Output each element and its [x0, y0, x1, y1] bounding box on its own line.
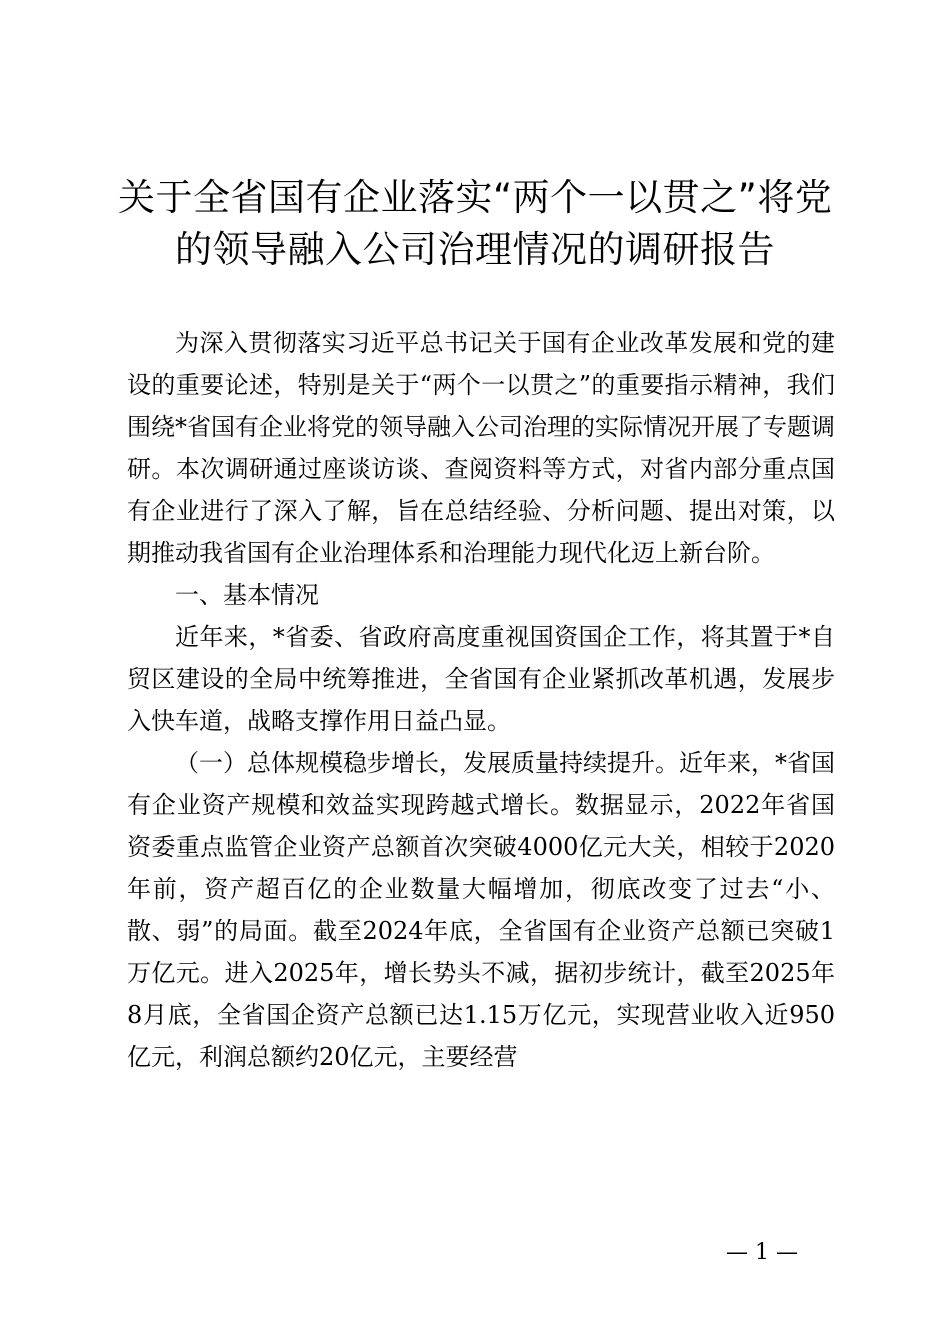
page-number: — 1 —: [726, 1240, 798, 1265]
subsection-paragraph: （一）总体规模稳步增长，发展质量持续提升。近年来，*省国有企业资产规模和效益实现跨越式增长。数据显示，2022年省国资委重点监管企业资产总额首次突破4000亿元大关，相较于2020年前，资产超百亿的企业数量大幅增加，彻底改变了过去“小、散、弱”的局面。截至2024年底，全省国有企业资产总额已突破1万亿元。进入2025年，增长势头不减，据初步统计，截至2025年8月底，全省国企资产总额已达1.15万亿元，实现营业收入近950亿元，利润总额约20亿元，主要经营: [127, 749, 835, 1071]
document-title: [118, 172, 832, 276]
overview-paragraph: 近年来，*省委、省政府高度重视国资国企工作，将其置于*自贸区建设的全局中统筹推进，全省国有企业紧抓改革机遇，发展步入快车道，战略支撑作用日益凸显。: [127, 623, 835, 735]
document-body: [127, 322, 835, 1078]
title-line-2: 的领导融入公司治理情况的调研报告: [175, 228, 775, 271]
title-line-1: 关于全省国有企业落实“两个一以贯之”将党: [118, 176, 833, 219]
intro-paragraph: 为深入贯彻落实习近平总书记关于国有企业改革发展和党的建设的重要论述，特别是关于“两个一以贯之”的重要指示精神，我们围绕*省国有企业将党的领导融入公司治理的实际情况开展了专题调研。本次调研通过座谈访谈、查阅资料等方式，对省内部分重点国有企业进行了深入了解，旨在总结经验、分析问题、提出对策，以期推动我省国有企业治理体系和治理能力现代化迈上新台阶。: [127, 329, 835, 567]
section-heading: 一、基本情况: [175, 581, 319, 609]
